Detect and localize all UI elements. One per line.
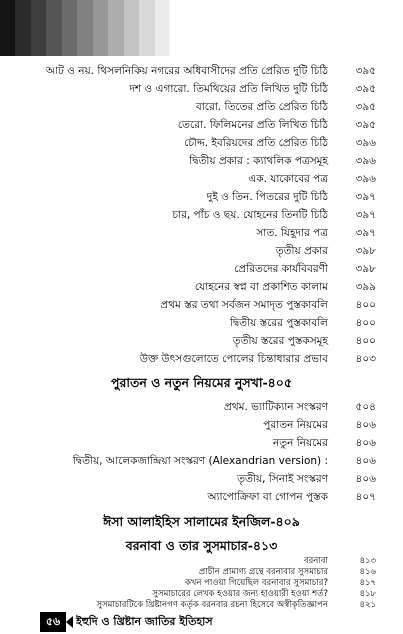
gradient-swatch: [77, 0, 92, 56]
toc-entry-page: ৩৯৬: [355, 155, 376, 167]
toc-entry: [40, 152, 380, 170]
toc-entry-text: তৃতীয়, সিনাই সংস্করণ: [237, 473, 328, 485]
toc-entry-page: ৪০০: [355, 299, 376, 311]
toc-entry-text: সুসমাচারের লেখক হওয়ার জন্য হাওয়ারী হওয়া শর্ত?: [152, 589, 328, 599]
toc-entry-page: ৪২১: [359, 600, 376, 610]
toc-entry: [40, 98, 380, 116]
gradient-swatch: [0, 0, 15, 56]
gradient-swatch: [124, 0, 139, 56]
toc-entry-text: প্রথম. ভ্যাটিক্যান সংস্করণ: [224, 401, 328, 413]
toc-entry: [40, 206, 380, 224]
toc-entry: [40, 188, 380, 206]
toc-entry: [40, 398, 380, 416]
toc-entry-page: ৪০৩: [355, 353, 376, 365]
section-heading: ঈসা আলাইহিস সালামের ইনজিল-৪০৯: [103, 514, 300, 529]
toc-entry-text: দ্বিতীয়, আলেকজান্দ্রিয়া সংস্করণ (Alexandrian version) :: [72, 455, 328, 467]
arrow-left-icon: [66, 616, 73, 628]
toc-entry-page: ৫০৪: [355, 401, 376, 413]
gradient-swatch: [139, 0, 154, 56]
toc-entry-page: ৪১৭: [359, 578, 376, 588]
gradient-swatch: [31, 0, 46, 56]
toc-entry-page: ৩৯৭: [355, 209, 376, 221]
toc-entry: [40, 314, 380, 332]
toc-entry-text: সুসমাচারটিকে খ্রিষ্টানগণ কর্তৃক বরনবার রচনা হিসেবে অস্বীকৃতিজ্ঞাপন: [96, 600, 328, 610]
toc-entry-text: আট ও নয়. থিসলনিকিয় নগরের অধিবাসীদের প্রতি প্রেরিত দুটি চিঠি: [45, 65, 328, 77]
toc-entry: [40, 416, 380, 434]
toc-entry-text: তৃতীয় স্তরের পুস্তকসমূহ: [232, 335, 328, 347]
section-heading: বরনাবা ও তার সুসমাচার-৪১৩: [125, 538, 278, 553]
toc-entry-text: এক. যাকোবের পত্র: [248, 173, 328, 185]
toc-entry: [40, 116, 380, 134]
toc-entry: [40, 350, 380, 368]
toc-entry: [40, 260, 380, 278]
toc-entry-page: ৩৯৫: [355, 119, 376, 131]
toc-entry-text: দ্বিতীয় স্তরের পুস্তকাবলি: [229, 317, 328, 329]
toc-entry-page: ৪০৭: [355, 491, 376, 503]
gradient-swatch: [93, 0, 108, 56]
page-number: ৫৬: [40, 612, 66, 632]
gradient-swatch: [15, 0, 30, 56]
toc-entry: [40, 62, 380, 80]
toc-entry: [20, 600, 380, 611]
toc-entry-page: ৪০৬: [355, 437, 376, 449]
toc-entry-text: দশ ও এগারো. তিমথিয়ের প্রতি লিখিত দুটি চিঠি: [129, 83, 328, 95]
toc-entry-text: দ্বিতীয় প্রকার : ক্যাথলিক পত্রসমূহ: [189, 155, 328, 167]
toc-entry-text: তৃতীয় প্রকার: [275, 245, 328, 257]
toc-entry-text: সাত. যিহূদার পত্র: [256, 227, 328, 239]
toc-entry-page: ৩৯৮: [355, 245, 376, 257]
toc-entry-text: প্রথম স্তর তথা সর্বজন সমাদৃত পুস্তকাবলি: [160, 299, 328, 311]
toc-entry: [40, 470, 380, 488]
gradient-swatch: [62, 0, 77, 56]
toc-entry-text: বারো. তিতের প্রতি প্রেরিত চিঠি: [195, 101, 328, 113]
toc-entry-text: চৌদ্দ. ইবরিয়দের প্রতি প্রেরিত চিঠি: [184, 137, 328, 149]
toc-entry: [40, 224, 380, 242]
toc-entry: [40, 332, 380, 350]
toc-entry: [40, 434, 380, 452]
gradient-swatch: [108, 0, 123, 56]
toc-entry-text: বরনাবা: [303, 556, 328, 566]
toc-entry-page: ৩৯৫: [355, 65, 376, 77]
toc-entry-page: ৩৯৫: [355, 83, 376, 95]
toc-entry-page: ৪০০: [355, 335, 376, 347]
color-calibration-bar: [0, 0, 170, 56]
book-title: ইহুদি ও খ্রিষ্টান জাতির ইতিহাস: [76, 615, 213, 628]
toc-entry-page: ৩৯৫: [355, 101, 376, 113]
toc-entry-page: ৩৯৮: [355, 263, 376, 275]
section-heading: পুরাতন ও নতুন নিয়মের নুসখা-৪০৫: [110, 375, 293, 390]
toc-entry-text: কখন পাওয়া গিয়েছিল বরনাবার সুসমাচার?: [184, 578, 328, 588]
toc-entry-text: প্রাচীন প্রামাণ্য গ্রন্থে বরনাবার সুসমাচার: [198, 567, 328, 577]
toc-entry: [40, 567, 380, 578]
toc-entry-page: ৪০৬: [355, 419, 376, 431]
toc-entry: [40, 578, 380, 589]
toc-entry-text: দুই ও তিন. পিতরের দুটি চিঠি: [206, 191, 328, 203]
toc-entry-text: পুরাতন নিয়মের: [263, 419, 328, 431]
toc-entry-page: ৪০৬: [355, 455, 376, 467]
gradient-swatch: [155, 0, 170, 56]
toc-entry-text: চার, পাঁচ ও ছয়. যোহনের তিনটি চিঠি: [172, 209, 328, 221]
toc-entry-page: ৪১৩: [359, 556, 376, 566]
toc-entry-page: ৩৯৬: [355, 137, 376, 149]
toc-entry-page: ৪০০: [355, 317, 376, 329]
toc-entry-page: ৪০৬: [355, 473, 376, 485]
toc-entry-page: ৩৯৬: [355, 173, 376, 185]
toc-entry: [40, 556, 380, 567]
toc-entry: [40, 242, 380, 260]
toc-entry-page: ৩৯৭: [355, 227, 376, 239]
toc-entry: [40, 80, 380, 98]
toc-entry-page: ৪১৮: [359, 589, 376, 599]
toc-entry: [40, 278, 380, 296]
toc-entry-page: ৩৯৭: [355, 191, 376, 203]
toc-entry: [40, 170, 380, 188]
toc-entry: [40, 452, 380, 470]
toc-entry-page: ৪১৬: [359, 567, 376, 577]
toc-entry-page: ৩৯৯: [355, 281, 376, 293]
toc-entry-text: যোহনের স্বপ্ন বা প্রকাশিত কালাম: [194, 281, 328, 293]
toc-entry-text: প্রেরিতদের কার্যবিবরণী: [234, 263, 328, 275]
toc-entry-text: নতুন নিয়মের: [272, 437, 328, 449]
toc-entry: [40, 589, 380, 600]
toc-entry: [40, 488, 380, 506]
toc-entry-text: অ্যাপোক্রিফা বা গোপন পুস্তক: [207, 491, 328, 503]
page-footer: [40, 612, 240, 632]
gradient-swatch: [46, 0, 61, 56]
toc-entry: [40, 296, 380, 314]
toc-entry-text: উক্ত উৎসগুলোতে পোলের চিন্তাধারার প্রভাব: [139, 353, 328, 365]
toc-entry-text: তেরো. ফিলিমনের প্রতি লিখিত চিঠি: [177, 119, 328, 131]
toc-entry: [40, 134, 380, 152]
